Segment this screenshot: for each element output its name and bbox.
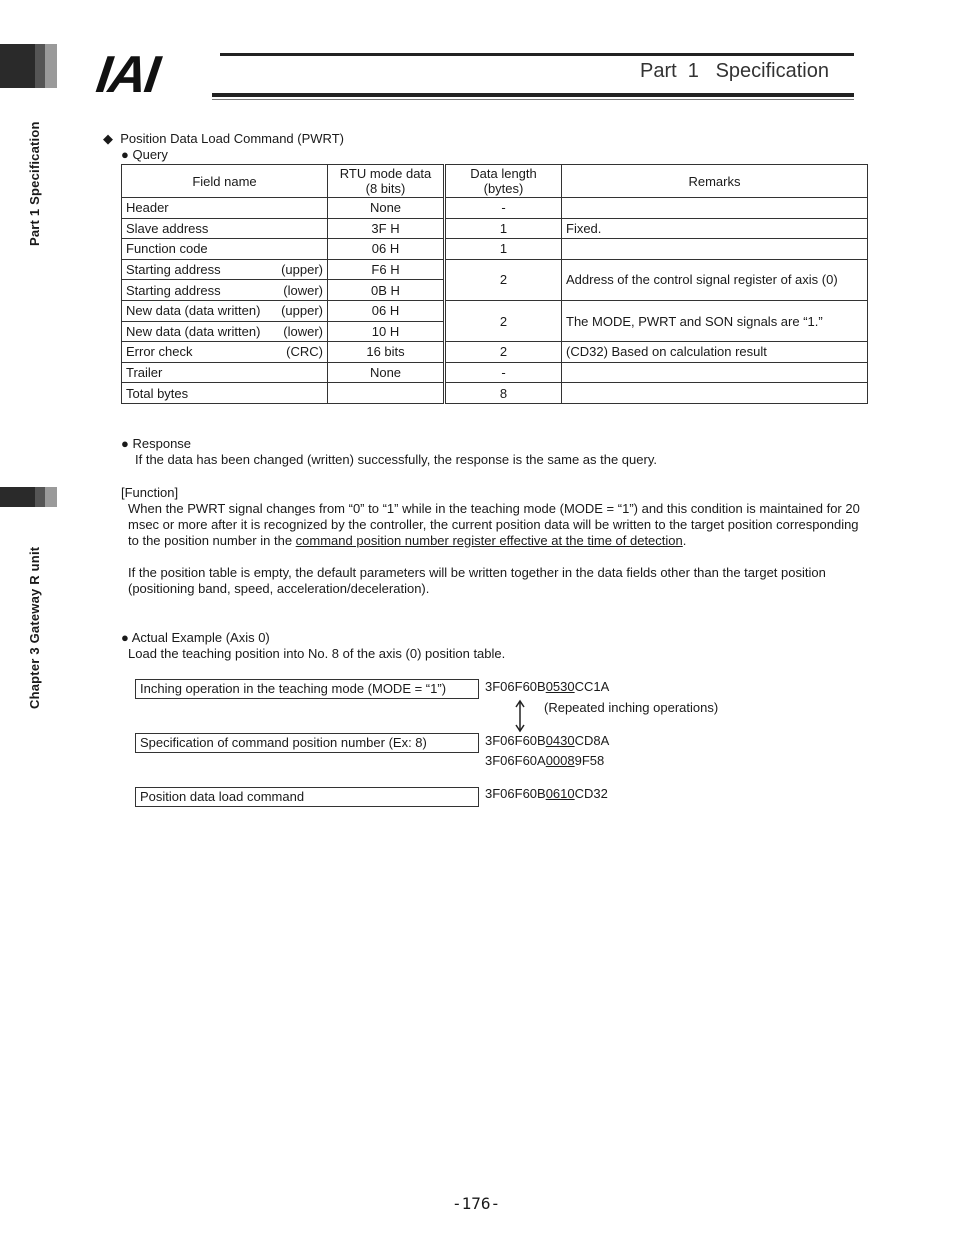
header-rtu: RTU mode data (8 bits) [328,165,444,198]
header-length: Data length (bytes) [446,165,562,198]
side-tab-part [0,44,57,88]
function-paragraph-1: When the PWRT signal changes from “0” to “1” while in the teaching mode (MODE = “1”) and this condition is maintained for 20 msec or more after it is recognized by the controller, the current position data will be written to the target position corresponding to the position number in the command position number register effective at the time of detection. [128,501,860,548]
step-inching-box: Inching operation in the teaching mode (MODE = “1”) [135,679,479,699]
response-label: ● Response [121,436,192,451]
table-row: New data (data written) (upper) 06 H 2 The MODE, PWRT and SON signals are “1.” [122,300,868,321]
bullet-icon: ● [121,147,129,162]
header-field: Field name [122,165,328,198]
side-label-chapter: Chapter 3 Gateway R unit [27,546,42,709]
step-load-box: Position data load command [135,787,479,807]
table-row: Error check (CRC) 16 bits 2 (CD32) Based on calculation result [122,342,868,363]
header-rule-thin [212,99,854,100]
register-reference-link: command position number register effective at the time of detection [295,533,683,548]
header-rule-top [220,53,854,56]
table-row: Starting address (lower) 0B H [122,280,868,301]
table-header-row [122,165,868,198]
query-table [121,164,868,404]
page-number: -176- [452,1194,501,1213]
header-remarks: Remarks [562,165,868,198]
page-title: Part 1 Specification [640,60,829,82]
response-text: If the data has been changed (written) successfully, the response is the same as the query. [135,452,657,467]
step-load-code: 3F06F60B0610CD32 [485,786,608,801]
header-rule-bottom [212,93,854,97]
bullet-icon: ● [121,630,129,645]
repeat-note: (Repeated inching operations) [544,700,719,715]
table-row: Slave address 3F H 1 Fixed. [122,218,868,239]
double-arrow-icon [513,699,527,733]
table-row: Function code 06 H 1 [122,239,868,260]
bullet-icon: ● [121,436,129,451]
table-row: Trailer None - [122,362,868,383]
table-row: Starting address (upper) F6 H 2 Address of the control signal register of axis (0) [122,259,868,280]
side-label-part: Part 1 Specification [27,121,42,246]
step-inching-code: 3F06F60B0530CC1A [485,679,610,694]
table-row: New data (data written) (lower) 10 H [122,321,868,342]
diamond-bullet-icon: ◆ [103,131,113,146]
function-label: [Function] [121,485,179,500]
step-specify-box: Specification of command position number (Ex: 8) [135,733,479,753]
example-description: Load the teaching position into No. 8 of the axis (0) position table. [128,646,506,661]
step-specify-code: 3F06F60B0430CD8A [485,733,610,748]
company-logo: IAI [92,46,162,104]
function-paragraph-2: If the position table is empty, the default parameters will be written together in the data fields other than the target position (positioning band, speed, acceleration/deceleration). [128,565,826,596]
example-label: ● Actual Example (Axis 0) [121,630,270,645]
table-row: Total bytes 8 [122,383,868,404]
query-label: ● Query [121,147,168,162]
section-title: ◆ Position Data Load Command (PWRT) [103,131,344,146]
side-tab-chapter [0,487,57,507]
step-specify-code-2: 3F06F60A00089F58 [485,753,605,768]
table-row: Header None - [122,198,868,219]
